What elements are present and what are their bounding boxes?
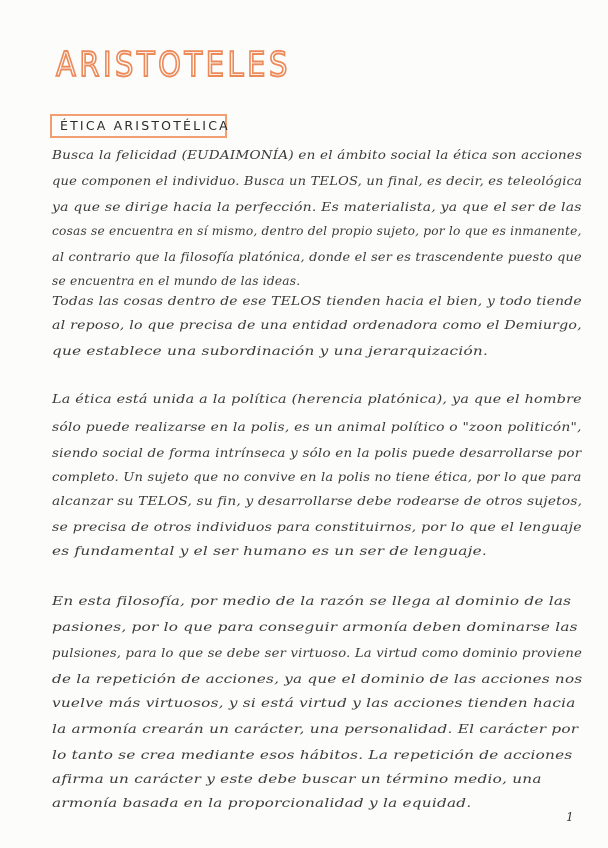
text-line: Busca la felicidad (EUDAIMONÍA) en el ámbito social la ética son acciones [52, 148, 583, 162]
text-line: que establece una subordinación y una jerarquización. [52, 344, 489, 358]
text-line: completo. Un sujeto que no convive en la polis no tiene ética, por lo que para [52, 470, 582, 484]
text-line: armonía basada en la proporcionalidad y la equidad. [52, 796, 472, 810]
text-line: sólo puede realizarse en la polis, es un animal político o "zoon politicón", [52, 420, 582, 434]
text-line: al reposo, lo que precisa de una entidad ordenadora como el Demiurgo, [52, 318, 582, 332]
text-line: siendo social de forma intrínseca y sólo en la polis puede desarrollarse por [52, 446, 582, 460]
text-line: pulsiones, para lo que se debe ser virtuoso. La virtud como dominio proviene [52, 646, 583, 660]
page-title: ARISTOTELES [56, 44, 291, 85]
text-line: En esta filosofía, por medio de la razón se llega al dominio de las [52, 594, 572, 608]
text-line: afirma un carácter y este debe buscar un término medio, una [52, 772, 542, 786]
text-line: La ética está unida a la política (herencia platónica), ya que el hombre [52, 392, 582, 406]
text-line: se precisa de otros individuos para constituirnos, por lo que el lenguaje [52, 520, 582, 534]
text-line: ya que se dirige hacia la perfección. Es materialista, ya que el ser de las [52, 200, 582, 214]
text-line: lo tanto se crea mediante esos hábitos. La repetición de acciones [52, 748, 573, 762]
text-line: es fundamental y el ser humano es un ser de lenguaje. [52, 544, 487, 558]
text-line: pasiones, por lo que para conseguir armonía deben dominarse las [52, 620, 578, 634]
text-line: al contrario que la filosofía platónica, donde el ser es trascendente puesto que [52, 250, 582, 264]
text-line: Todas las cosas dentro de ese TELOS tienden hacia el bien, y todo tiende [52, 294, 582, 308]
text-line: cosas se encuentra en sí mismo, dentro del propio sujeto, por lo que es inmanente, [52, 224, 582, 238]
text-line: vuelve más virtuosos, y si está virtud y las acciones tienden hacia [52, 696, 576, 710]
text-line: alcanzar su TELOS, su fin, y desarrollarse debe rodearse de otros sujetos, [52, 494, 583, 508]
text-line: se encuentra en el mundo de las ideas. [52, 274, 301, 288]
text-line: de la repetición de acciones, ya que el dominio de las acciones nos [52, 672, 583, 686]
section-title: ÉTICA ARISTOTÉLICA [60, 118, 230, 133]
page-number: 1 [566, 810, 574, 824]
text-line: que componen el individuo. Busca un TELOS, un final, es decir, es teleológica [52, 174, 583, 188]
text-line: la armonía crearán un carácter, una personalidad. El carácter por [52, 722, 579, 736]
